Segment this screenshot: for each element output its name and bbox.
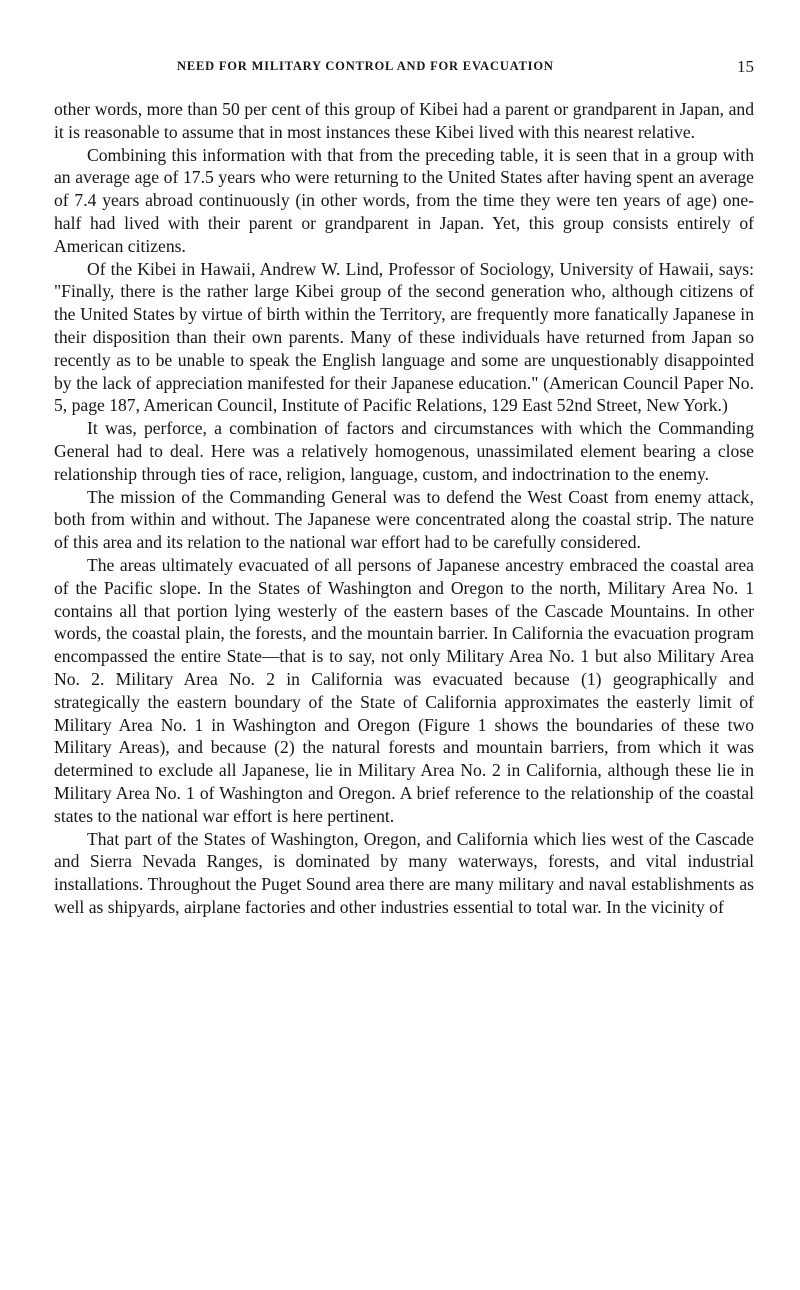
page-number: 15	[737, 57, 754, 76]
running-head	[54, 59, 754, 79]
paragraph-combining-information: Combining this information with that from the preceding table, it is seen that in a group with an average age of 17.5 years who were returning to the United States after having spent an average of 7.4 years abroad continuously (in other words, from the time they were ten years of age) one-half had lived with their parent or grandparent in Japan. Yet, this group consists entirely of American citizens.	[54, 144, 754, 256]
paragraph-coastal-states: That part of the States of Washington, Oregon, and California which lies west of the Cascade and Sierra Nevada Ranges, is dominated by many waterways, forests, and vital industrial installations. Throughout the Puget Sound area there are many military and naval establishments as well as shipyards, airplane factories and other industries essential to total war. In the vicinity of	[54, 828, 754, 917]
paragraph-areas-evacuated: The areas ultimately evacuated of all persons of Japanese ancestry embraced the coastal area of the Pacific slope. In the States of Washington and Oregon to the north, Military Area No. 1 contains all that portion lying westerly of the eastern bases of the Cascade Mountains. In other words, the coastal plain, the forests, and the mountain barrier. In California the evacuation program encompassed the entire State—that is to say, not only Military Area No. 1 but also Military Area No. 2. Military Area No. 2 in California was evacuated because (1) geographically and strategically the eastern boundary of the State of California approximates the easterly limit of Military Area No. 1 in Washington and Oregon (Figure 1 shows the boundaries of these two Military Areas), and because (2) the natural forests and mountain barriers, from which it was determined to exclude all Japanese, lie in Military Area No. 2 in California, although these lie in Military Area No. 1 of Washington and Oregon. A brief reference to the relationship of the coastal states to the national war effort is here pertinent.	[54, 554, 754, 826]
paragraph-combination-of-factors: It was, perforce, a combination of factors and circumstances with which the Commanding General had to deal. Here was a relatively homogenous, unassimilated element bearing a close relationship through ties of race, religion, language, custom, and indoctrination to the enemy.	[54, 418, 754, 484]
paragraph-continuation: other words, more than 50 per cent of this group of Kibei had a parent or grandparent in Japan, and it is reasonable to assume that in most instances these Kibei lived with this nearest relative.	[54, 99, 754, 142]
paragraph-mission-of-commanding-general: The mission of the Commanding General was to defend the West Coast from enemy attack, both from within and without. The Japanese were concentrated along the coastal strip. The nature of this area and its relation to the national war effort had to be carefully considered.	[54, 486, 754, 553]
running-head-title: NEED FOR MILITARY CONTROL AND FOR EVACUATION	[177, 59, 554, 73]
paragraph-kibei-in-hawaii: Of the Kibei in Hawaii, Andrew W. Lind, Professor of Sociology, University of Hawaii, says: "Finally, there is the rather large Kibei group of the second generation who, although citizens of the United States by virtue of birth within the Territory, are frequently more fanatically Japanese in their disposition than their own parents. Many of these individuals have returned from Japan so recently as to be unable to speak the English language and some are unquestionably disappointed by the lack of appreciation manifested for their Japanese education." (American Council Paper No. 5, page 187, American Council, Institute of Pacific Relations, 129 East 52nd Street, New York.)	[54, 258, 754, 416]
body-text	[54, 98, 754, 919]
